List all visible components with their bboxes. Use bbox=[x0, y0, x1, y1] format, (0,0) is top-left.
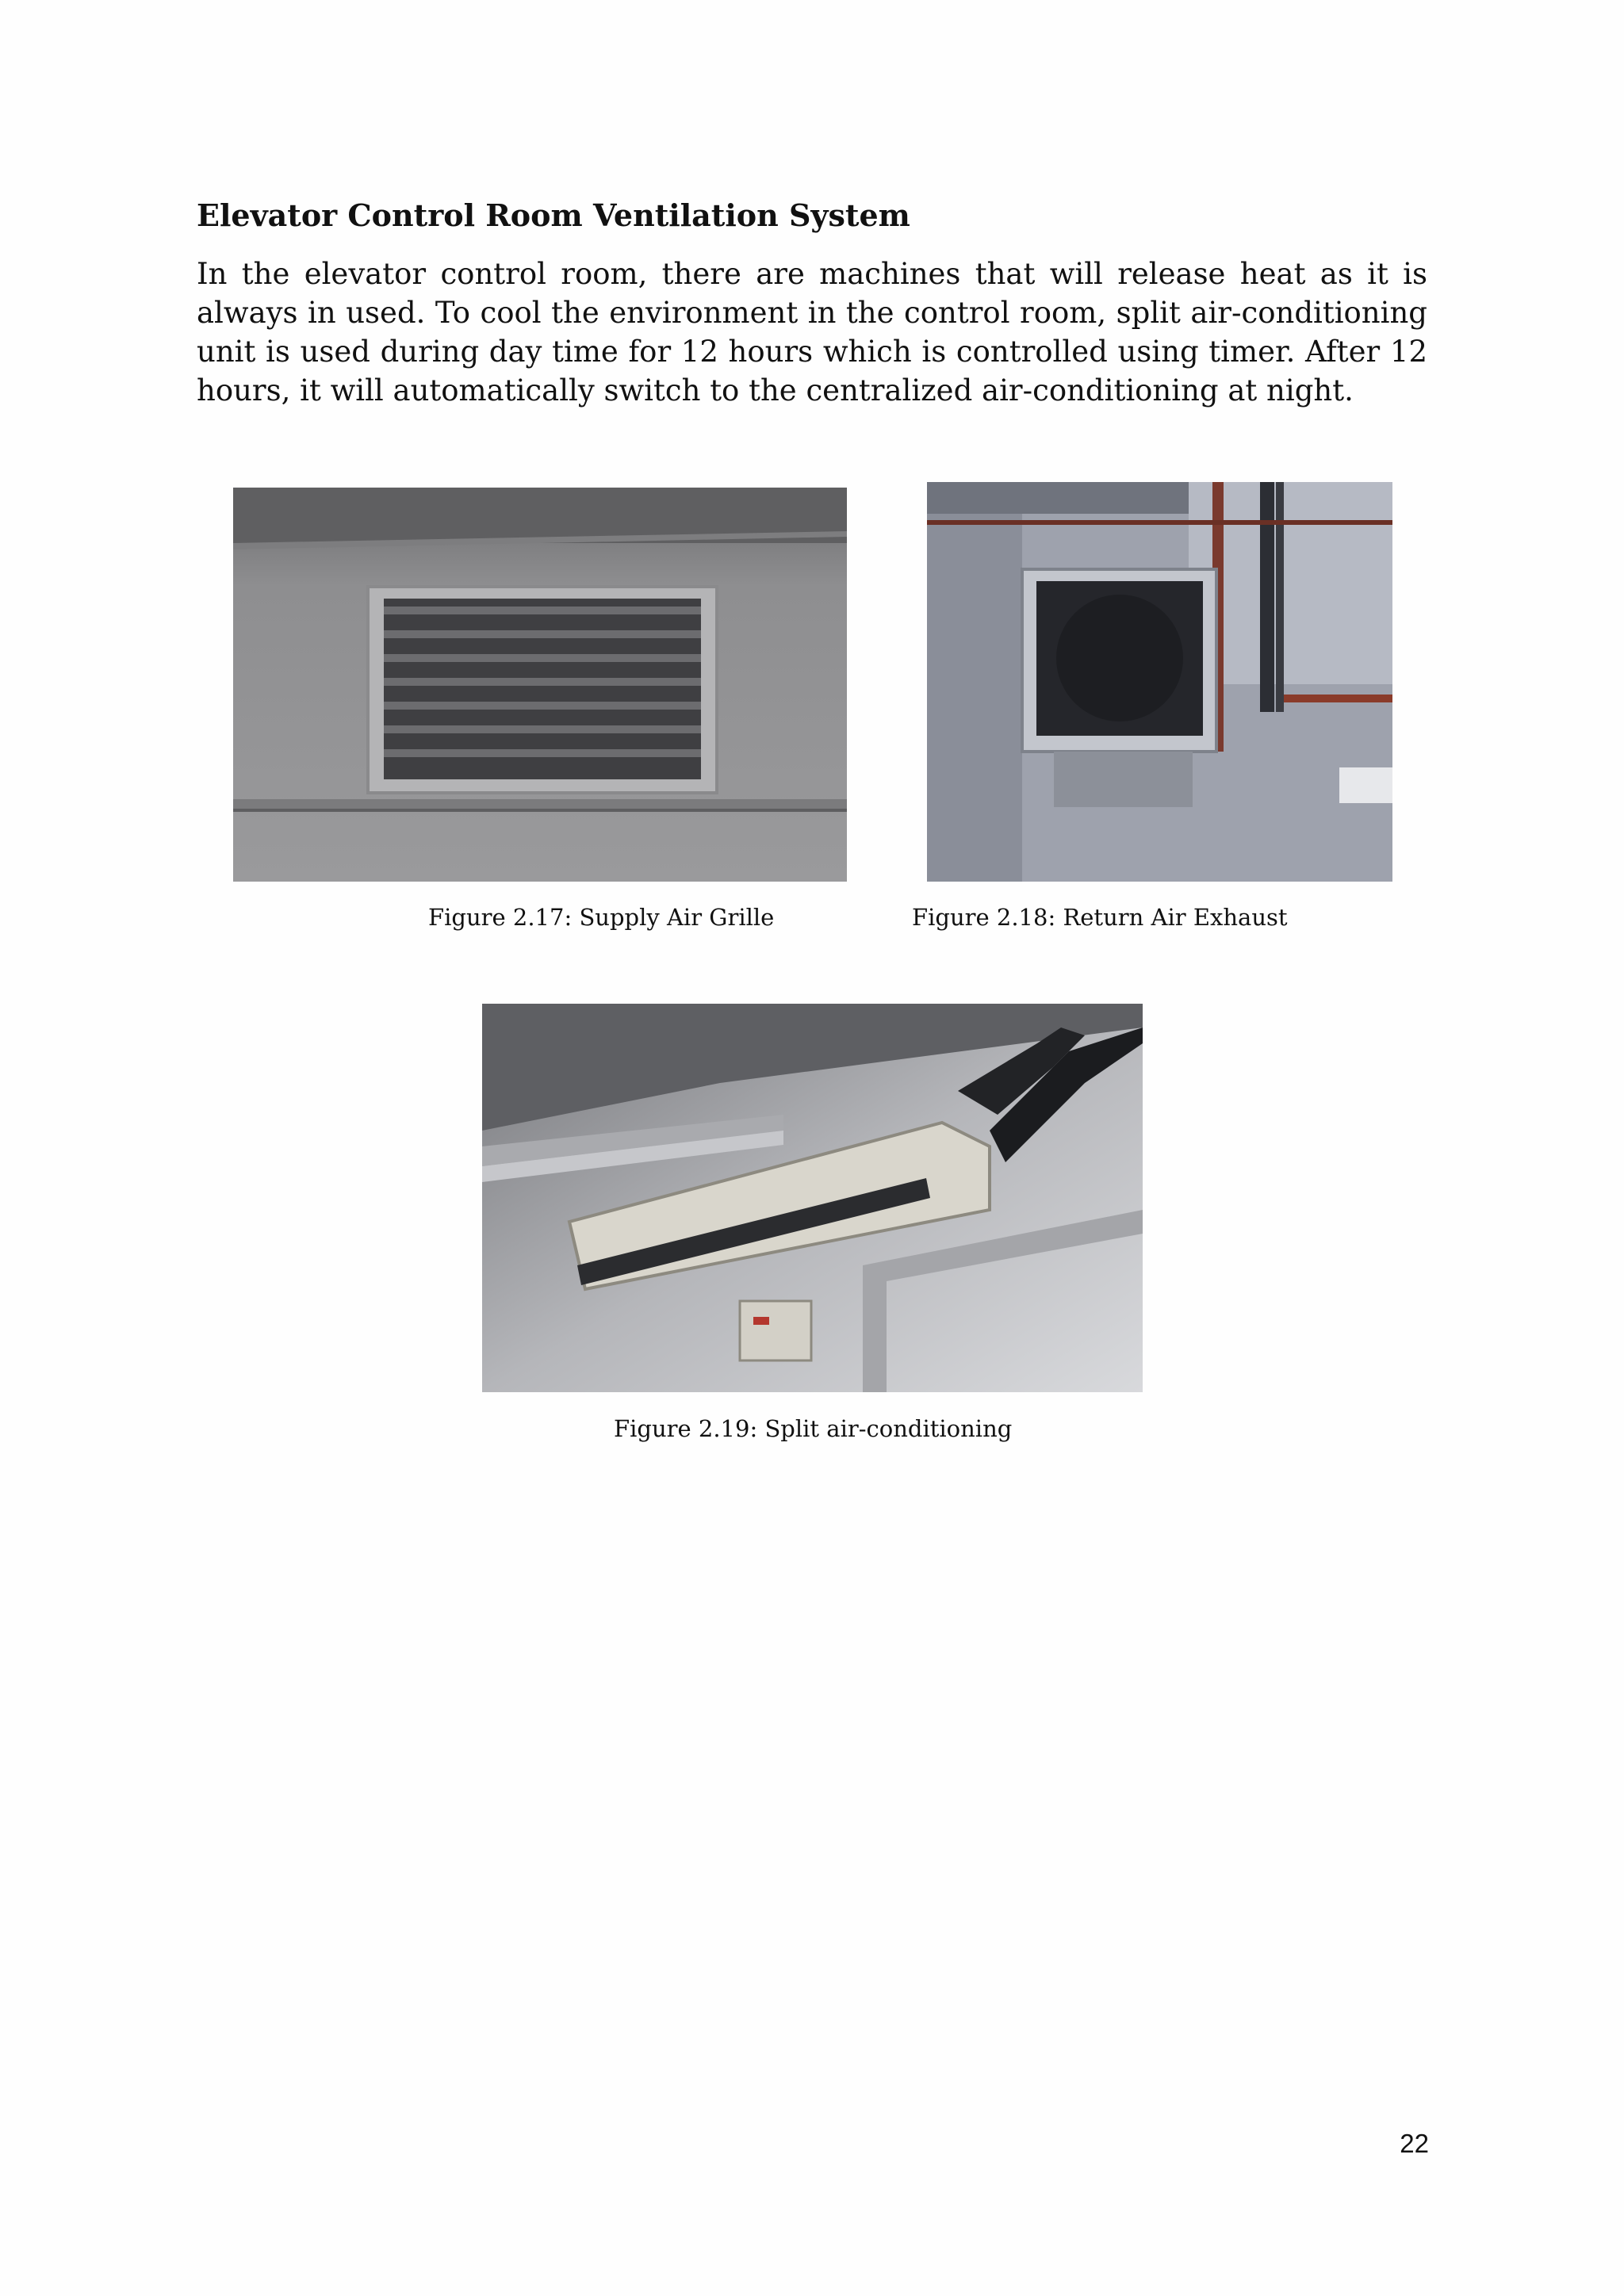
split-air-conditioner-photo bbox=[482, 1004, 1143, 1392]
supply-air-grille-photo bbox=[233, 488, 847, 882]
figure-caption-2-18: Figure 2.18: Return Air Exhaust bbox=[912, 904, 1288, 931]
figure-caption-2-19: Figure 2.19: Split air-conditioning bbox=[614, 1415, 1013, 1442]
figure-caption-2-17: Figure 2.17: Supply Air Grille bbox=[428, 904, 775, 931]
section-heading: Elevator Control Room Ventilation System bbox=[197, 197, 910, 233]
return-air-exhaust-photo bbox=[927, 482, 1392, 882]
page-number: 22 bbox=[1400, 2129, 1429, 2158]
body-paragraph: In the elevator control room, there are machines that will release heat as it is always in used. To cool the environment in the control room, split air-conditioning unit is used during day time for 12 hours which is controlled using timer. After 12 hours, it will automatically switch to the centralized air-conditioning at night. bbox=[197, 257, 1427, 408]
